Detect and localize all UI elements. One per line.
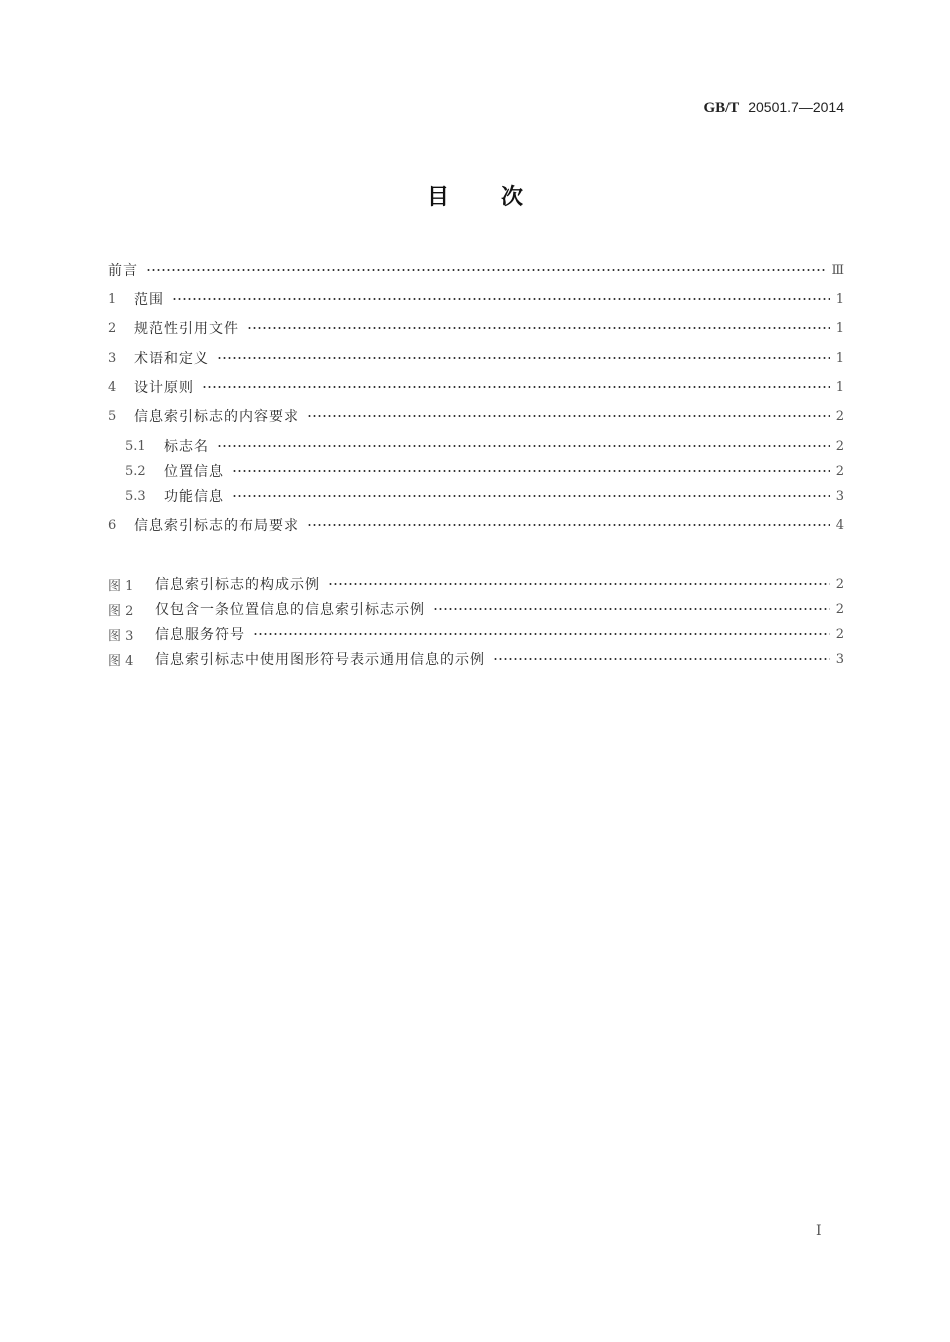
section-title: 规范性引用文件 — [134, 321, 239, 337]
figure-title: 信息索引标志的构成示例 — [155, 577, 320, 593]
toc-entry[interactable] — [108, 461, 844, 481]
section-number: 6 — [108, 517, 117, 533]
page-reference: 3 — [835, 651, 844, 667]
page-reference: 2 — [835, 408, 844, 424]
section-number: 5.1 — [125, 438, 146, 454]
section-title: 功能信息 — [164, 489, 224, 505]
section-title: 术语和定义 — [134, 351, 209, 367]
page-reference: 2 — [835, 601, 844, 617]
page-reference: 4 — [835, 517, 844, 533]
leader-dots — [232, 495, 830, 497]
figure-number: 图 1 — [108, 578, 134, 594]
leader-dots — [232, 470, 830, 472]
page-title: 目次 — [426, 185, 575, 210]
toc-entry[interactable] — [108, 289, 844, 309]
figure-entry[interactable] — [108, 649, 844, 669]
section-number: 5.2 — [125, 463, 146, 479]
page-reference: 3 — [835, 488, 844, 504]
figure-title: 仅包含一条位置信息的信息索引标志示例 — [155, 602, 425, 618]
toc-entry[interactable] — [108, 486, 844, 506]
leader-dots — [247, 327, 830, 329]
section-title: 位置信息 — [164, 464, 224, 480]
toc-entry[interactable] — [108, 260, 844, 280]
toc-entry[interactable] — [108, 406, 844, 426]
page-reference: 2 — [835, 438, 844, 454]
section-number: 5 — [108, 408, 117, 424]
toc-entry[interactable] — [108, 348, 844, 368]
leader-dots — [328, 583, 830, 585]
figure-entry[interactable] — [108, 624, 844, 644]
leader-dots — [217, 445, 830, 447]
page-reference: 1 — [835, 379, 844, 395]
section-title: 设计原则 — [134, 380, 194, 396]
page-reference: 1 — [835, 320, 844, 336]
section-title: 信息索引标志的内容要求 — [134, 409, 299, 425]
figure-title: 信息索引标志中使用图形符号表示通用信息的示例 — [155, 652, 485, 668]
leader-dots — [493, 658, 830, 660]
section-title: 信息索引标志的布局要求 — [134, 518, 299, 534]
toc-entry[interactable] — [108, 515, 844, 535]
leader-dots — [172, 298, 830, 300]
toc-entry[interactable] — [108, 436, 844, 456]
toc-entry[interactable] — [108, 318, 844, 338]
page-reference: 2 — [835, 463, 844, 479]
leader-dots — [202, 386, 830, 388]
leader-dots — [146, 269, 825, 271]
section-number: 5.3 — [125, 488, 146, 504]
page-number: I — [816, 1223, 822, 1239]
leader-dots — [433, 608, 830, 610]
section-number: 3 — [108, 350, 117, 366]
section-number: 4 — [108, 379, 117, 395]
section-title: 范围 — [134, 292, 164, 308]
figure-number: 图 2 — [108, 603, 134, 619]
figure-entry[interactable] — [108, 574, 844, 594]
page-reference: 1 — [835, 291, 844, 307]
leader-dots — [217, 357, 830, 359]
toc-entry[interactable] — [108, 377, 844, 397]
page-reference: 2 — [835, 626, 844, 642]
standard-prefix: GB/T — [703, 100, 740, 116]
standard-number: 20501.7—2014 — [748, 99, 844, 115]
figure-title: 信息服务符号 — [155, 627, 245, 643]
section-title: 前言 — [108, 263, 138, 279]
page-reference: 1 — [835, 350, 844, 366]
leader-dots — [307, 524, 830, 526]
section-title: 标志名 — [164, 439, 209, 455]
section-number: 2 — [108, 320, 117, 336]
figure-entry[interactable] — [108, 599, 844, 619]
section-number: 1 — [108, 291, 117, 307]
leader-dots — [253, 633, 830, 635]
page-reference: Ⅲ — [831, 262, 844, 278]
standard-code — [703, 99, 844, 117]
figure-number: 图 3 — [108, 628, 134, 644]
leader-dots — [307, 415, 830, 417]
page-reference: 2 — [835, 576, 844, 592]
figure-number: 图 4 — [108, 653, 134, 669]
